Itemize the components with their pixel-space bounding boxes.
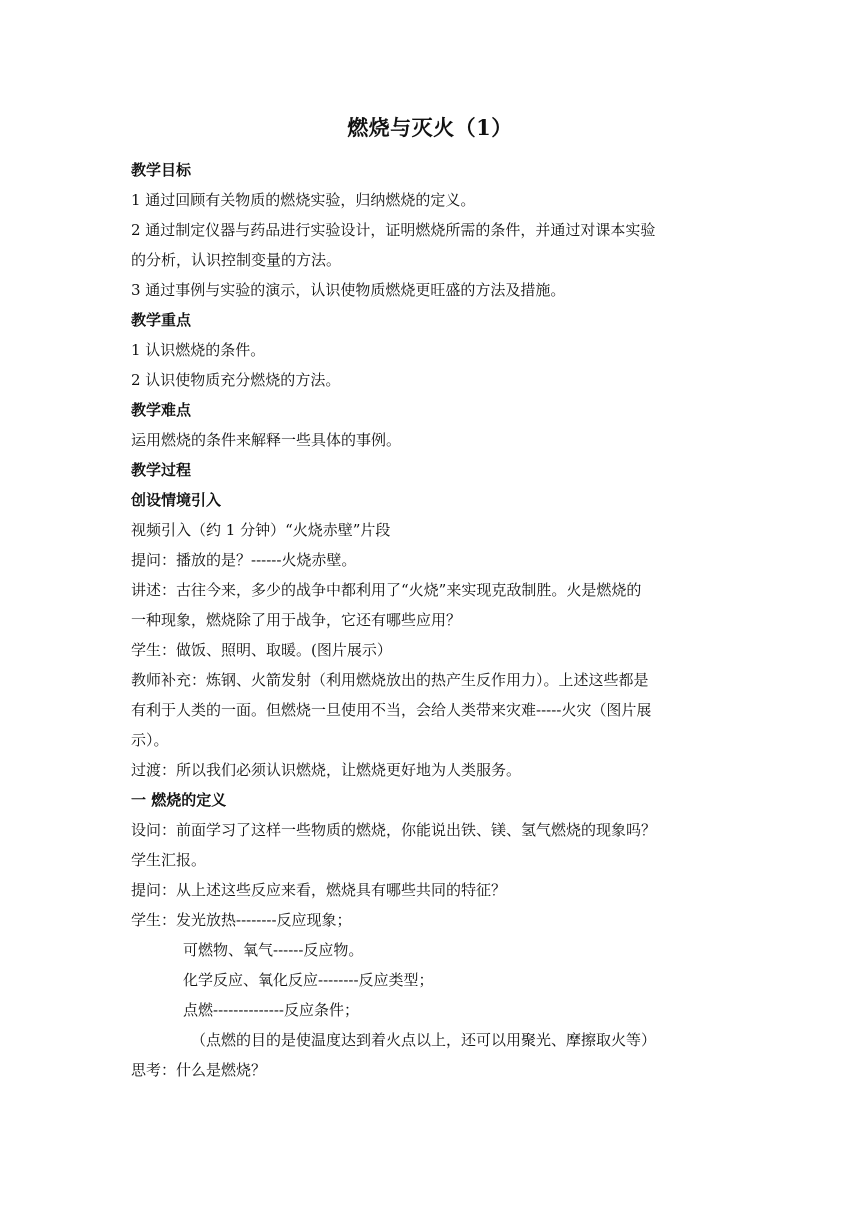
section-heading: 教学过程 [131, 461, 192, 479]
section-heading: 教学目标 [131, 161, 192, 179]
text-line: 示）。 [131, 731, 169, 749]
text-line: （点燃的目的是使温度达到着火点以上，还可以用聚光、摩擦取火等） [191, 1031, 657, 1049]
text-line: 学生：发光放热--------反应现象； [131, 911, 352, 929]
text-line: 设问：前面学习了这样一些物质的燃烧，你能说出铁、镁、氢气燃烧的现象吗？ [131, 821, 657, 839]
text-line: 视频引入（约 1 分钟）“火烧赤壁”片段 [131, 521, 391, 539]
text-line: 2 通过制定仪器与药品进行实验设计，证明燃烧所需的条件，并通过对课本实验 [131, 221, 656, 239]
text-line: 学生：做饭、照明、取暖。(图片展示） [131, 641, 392, 659]
page-title: 燃烧与灭火（1） [347, 115, 513, 140]
text-line: 2 认识使物质充分燃烧的方法。 [131, 371, 341, 389]
text-line: 1 认识燃烧的条件。 [131, 341, 266, 359]
text-line: 教师补充：炼钢、火箭发射（利用燃烧放出的热产生反作用力）。上述这些都是 [131, 671, 649, 689]
text-line: 思考：什么是燃烧？ [131, 1061, 267, 1079]
text-line: 的分析，认识控制变量的方法。 [131, 251, 342, 269]
text-line: 提问：播放的是？------火烧赤壁。 [131, 551, 357, 569]
section-heading: 一 燃烧的定义 [131, 791, 227, 809]
document-body [131, 155, 734, 1085]
text-line: 提问：从上述这些反应来看，燃烧具有哪些共同的特征？ [131, 881, 507, 899]
text-line: 过渡：所以我们必须认识燃烧，让燃烧更好地为人类服务。 [131, 761, 522, 779]
text-line: 可燃物、氧气------反应物。 [183, 941, 364, 959]
text-line: 3 通过事例与实验的演示，认识使物质燃烧更旺盛的方法及措施。 [131, 281, 566, 299]
text-line: 1 通过回顾有关物质的燃烧实验，归纳燃烧的定义。 [131, 191, 476, 209]
section-heading: 教学难点 [131, 401, 192, 419]
text-line: 学生汇报。 [131, 851, 207, 869]
section-heading: 创设情境引入 [131, 491, 222, 509]
text-line: 点燃--------------反应条件； [183, 1001, 359, 1019]
text-line: 化学反应、氧化反应--------反应类型； [183, 971, 434, 989]
text-line: 讲述：古往今来，多少的战争中都利用了“火烧”来实现克敌制胜。火是燃烧的 [131, 581, 642, 599]
text-line: 运用燃烧的条件来解释一些具体的事例。 [131, 431, 402, 449]
section-heading: 教学重点 [131, 311, 192, 329]
text-line: 有利于人类的一面。但燃烧一旦使用不当，会给人类带来灾难-----火灾（图片展 [131, 701, 652, 719]
text-line: 一种现象，燃烧除了用于战争，它还有哪些应用？ [131, 611, 462, 629]
